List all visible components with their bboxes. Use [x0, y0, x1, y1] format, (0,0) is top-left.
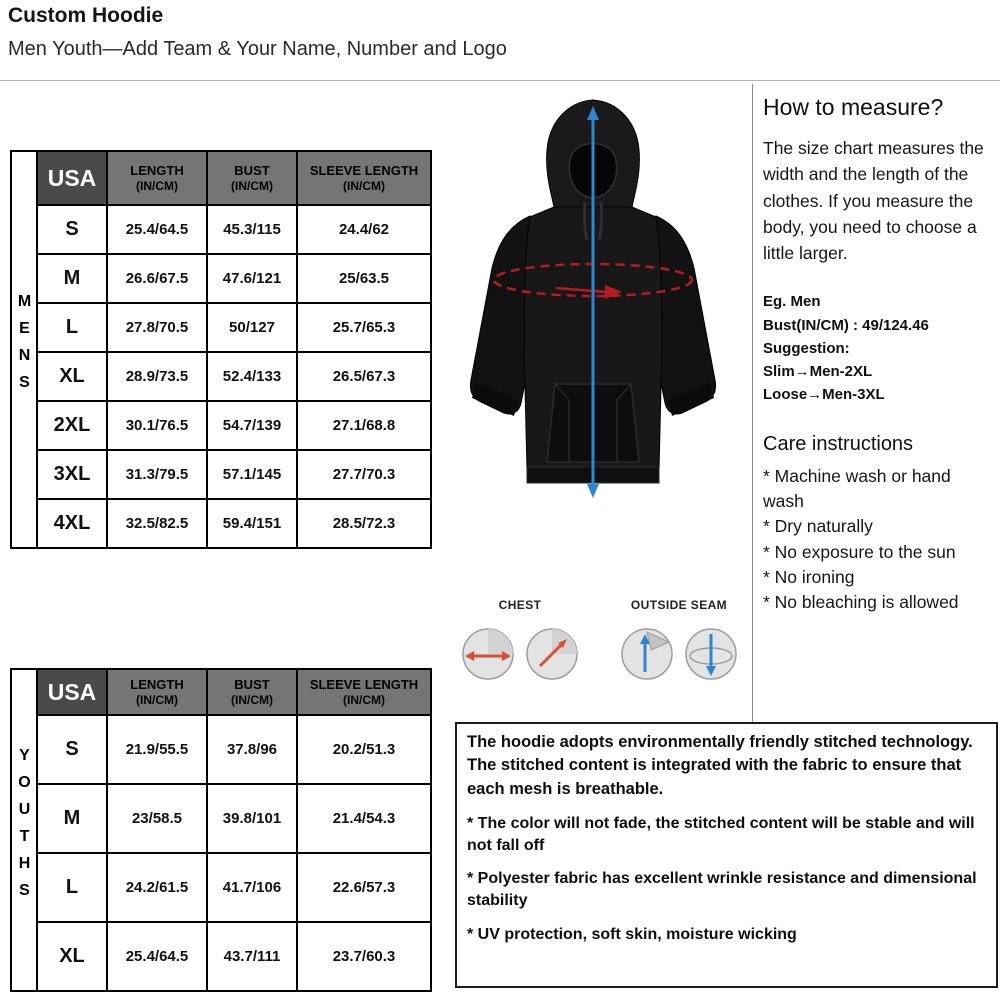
- size-cell: 2XL: [37, 401, 107, 450]
- bust-header-label: BUST: [234, 677, 270, 692]
- table-row: [11, 922, 431, 991]
- size-cell: L: [37, 853, 107, 922]
- product-notes-intro: The hoodie adopts environmentally friendly stitched technology. The stitched content is integrated with the fabric to ensure that each mesh is breathable.: [467, 733, 973, 798]
- product-notes-bullet: * Polyester fabric has excellent wrinkle resistance and dimensional stability: [467, 870, 977, 910]
- bust-cell: 54.7/139: [207, 401, 297, 450]
- sleeve-cell: 21.4/54.3: [297, 784, 431, 853]
- example-line: Eg. Men: [763, 293, 821, 311]
- bust-header-unit: (IN/CM): [231, 692, 273, 707]
- sleeve-header-cell: [297, 669, 431, 715]
- chest-width-icon: [460, 626, 516, 682]
- product-notes-bullet: * The color will not fade, the stitched content will be stable and will not fall off: [467, 815, 975, 854]
- sleeve-cell: 20.2/51.3: [297, 715, 431, 784]
- sleeve-cell: 26.5/67.3: [297, 352, 431, 401]
- size-cell: L: [37, 303, 107, 352]
- seam-down-icon: [683, 626, 739, 682]
- sleeve-header-unit: (IN/CM): [343, 178, 385, 193]
- sleeve-cell: 27.7/70.3: [297, 450, 431, 499]
- table-row: [11, 254, 431, 303]
- product-notes-bullet: * UV protection, soft skin, moisture wicking: [467, 925, 797, 943]
- sleeve-cell: 27.1/68.8: [297, 401, 431, 450]
- size-cell: XL: [37, 922, 107, 991]
- bust-cell: 43.7/111: [207, 922, 297, 991]
- example-line: Loose→Men-3XL: [763, 386, 885, 404]
- bust-cell: 39.8/101: [207, 784, 297, 853]
- length-cell: 26.6/67.5: [107, 254, 207, 303]
- bust-header-label: BUST: [234, 163, 270, 178]
- sleeve-cell: 25.7/65.3: [297, 303, 431, 352]
- length-header-unit: (IN/CM): [136, 178, 178, 193]
- sleeve-header-label: SLEEVE LENGTH: [309, 163, 419, 178]
- hoodie-product-image: [438, 86, 748, 586]
- chest-measure-group: [452, 598, 588, 682]
- length-cell: 28.9/73.5: [107, 352, 207, 401]
- youth-header-row: [11, 669, 431, 715]
- sleeve-header-label: SLEEVE LENGTH: [309, 677, 419, 692]
- how-to-measure-heading: How to measure?: [763, 94, 944, 120]
- youth-group-label: YOUTHS: [16, 746, 33, 909]
- chest-diagonal-icon: [524, 626, 580, 682]
- length-cell: 23/58.5: [107, 784, 207, 853]
- length-header-label: LENGTH: [130, 677, 184, 692]
- seam-up-icon: [619, 626, 675, 682]
- sleeve-cell: 25/63.5: [297, 254, 431, 303]
- page-subtitle: Men Youth—Add Team & Your Name, Number and Logo: [8, 38, 507, 60]
- length-header-label: LENGTH: [130, 163, 184, 178]
- care-instructions-heading: Care instructions: [763, 432, 914, 455]
- product-notes-box: [455, 722, 998, 988]
- table-row: [11, 715, 431, 784]
- usa-header-cell: USA: [37, 669, 107, 715]
- table-row: [11, 784, 431, 853]
- table-row: [11, 450, 431, 499]
- length-header-unit: (IN/CM): [136, 692, 178, 707]
- length-cell: 31.3/79.5: [107, 450, 207, 499]
- size-cell: XL: [37, 352, 107, 401]
- bust-cell: 50/127: [207, 303, 297, 352]
- page-title: Custom Hoodie: [8, 4, 164, 27]
- youth-group-cell: [11, 669, 37, 991]
- length-cell: 21.9/55.5: [107, 715, 207, 784]
- bust-cell: 41.7/106: [207, 853, 297, 922]
- bust-header-cell: [207, 669, 297, 715]
- outside-seam-label: OUTSIDE SEAM: [630, 598, 728, 612]
- care-item: * No ironing: [763, 567, 855, 587]
- length-cell: 30.1/76.5: [107, 401, 207, 450]
- sleeve-header-unit: (IN/CM): [343, 692, 385, 707]
- length-cell: 25.4/64.5: [107, 205, 207, 254]
- size-cell: 4XL: [37, 499, 107, 548]
- bust-cell: 57.1/145: [207, 450, 297, 499]
- example-line: Bust(IN/CM) : 49/124.46: [763, 316, 929, 334]
- sleeve-cell: 24.4/62: [297, 205, 431, 254]
- bust-cell: 59.4/151: [207, 499, 297, 548]
- length-cell: 24.2/61.5: [107, 853, 207, 922]
- length-cell: 32.5/82.5: [107, 499, 207, 548]
- bust-cell: 45.3/115: [207, 205, 297, 254]
- measure-example: [763, 290, 996, 406]
- table-row: [11, 352, 431, 401]
- usa-header-cell: USA: [37, 151, 107, 205]
- bust-cell: 52.4/133: [207, 352, 297, 401]
- sleeve-cell: 23.7/60.3: [297, 922, 431, 991]
- size-cell: 3XL: [37, 450, 107, 499]
- outside-seam-group: [606, 598, 752, 682]
- care-item: * No bleaching is allowed: [763, 592, 959, 613]
- length-header-cell: [107, 669, 207, 715]
- example-line: Slim→Men-2XL: [763, 363, 873, 380]
- mens-size-chart: [10, 150, 432, 549]
- length-cell: 25.4/64.5: [107, 922, 207, 991]
- mens-group-cell: [11, 151, 37, 548]
- mens-header-row: [11, 151, 431, 205]
- care-item: * No exposure to the sun: [763, 541, 956, 562]
- size-cell: M: [37, 254, 107, 303]
- size-cell: M: [37, 784, 107, 853]
- bust-cell: 37.8/96: [207, 715, 297, 784]
- care-instructions-list: [763, 464, 996, 616]
- table-row: [11, 303, 431, 352]
- sleeve-cell: 28.5/72.3: [297, 499, 431, 548]
- youth-size-chart: [10, 668, 432, 992]
- bust-header-unit: (IN/CM): [231, 178, 273, 193]
- sleeve-header-cell: [297, 151, 431, 205]
- table-row: [11, 205, 431, 254]
- chest-label: CHEST: [498, 598, 542, 612]
- sleeve-cell: 22.6/57.3: [297, 853, 431, 922]
- length-header-cell: [107, 151, 207, 205]
- care-item: * Machine wash or hand wash: [763, 465, 951, 511]
- how-to-measure-body: The size chart measures the width and the length of the clothes. If you measure the body, you need to choose a little larger.: [763, 138, 984, 263]
- size-cell: S: [37, 715, 107, 784]
- size-cell: S: [37, 205, 107, 254]
- bust-header-cell: [207, 151, 297, 205]
- length-cell: 27.8/70.5: [107, 303, 207, 352]
- example-line: Suggestion:: [763, 339, 850, 357]
- table-row: [11, 853, 431, 922]
- mens-group-label: MENS: [16, 293, 33, 401]
- care-item: * Dry naturally: [763, 516, 873, 537]
- how-to-measure-panel: [763, 94, 996, 616]
- bust-cell: 47.6/121: [207, 254, 297, 303]
- table-row: [11, 499, 431, 548]
- hoodie-illustration: [438, 86, 748, 586]
- table-row: [11, 401, 431, 450]
- header-divider: [0, 80, 1000, 81]
- right-panel-divider: [752, 84, 753, 722]
